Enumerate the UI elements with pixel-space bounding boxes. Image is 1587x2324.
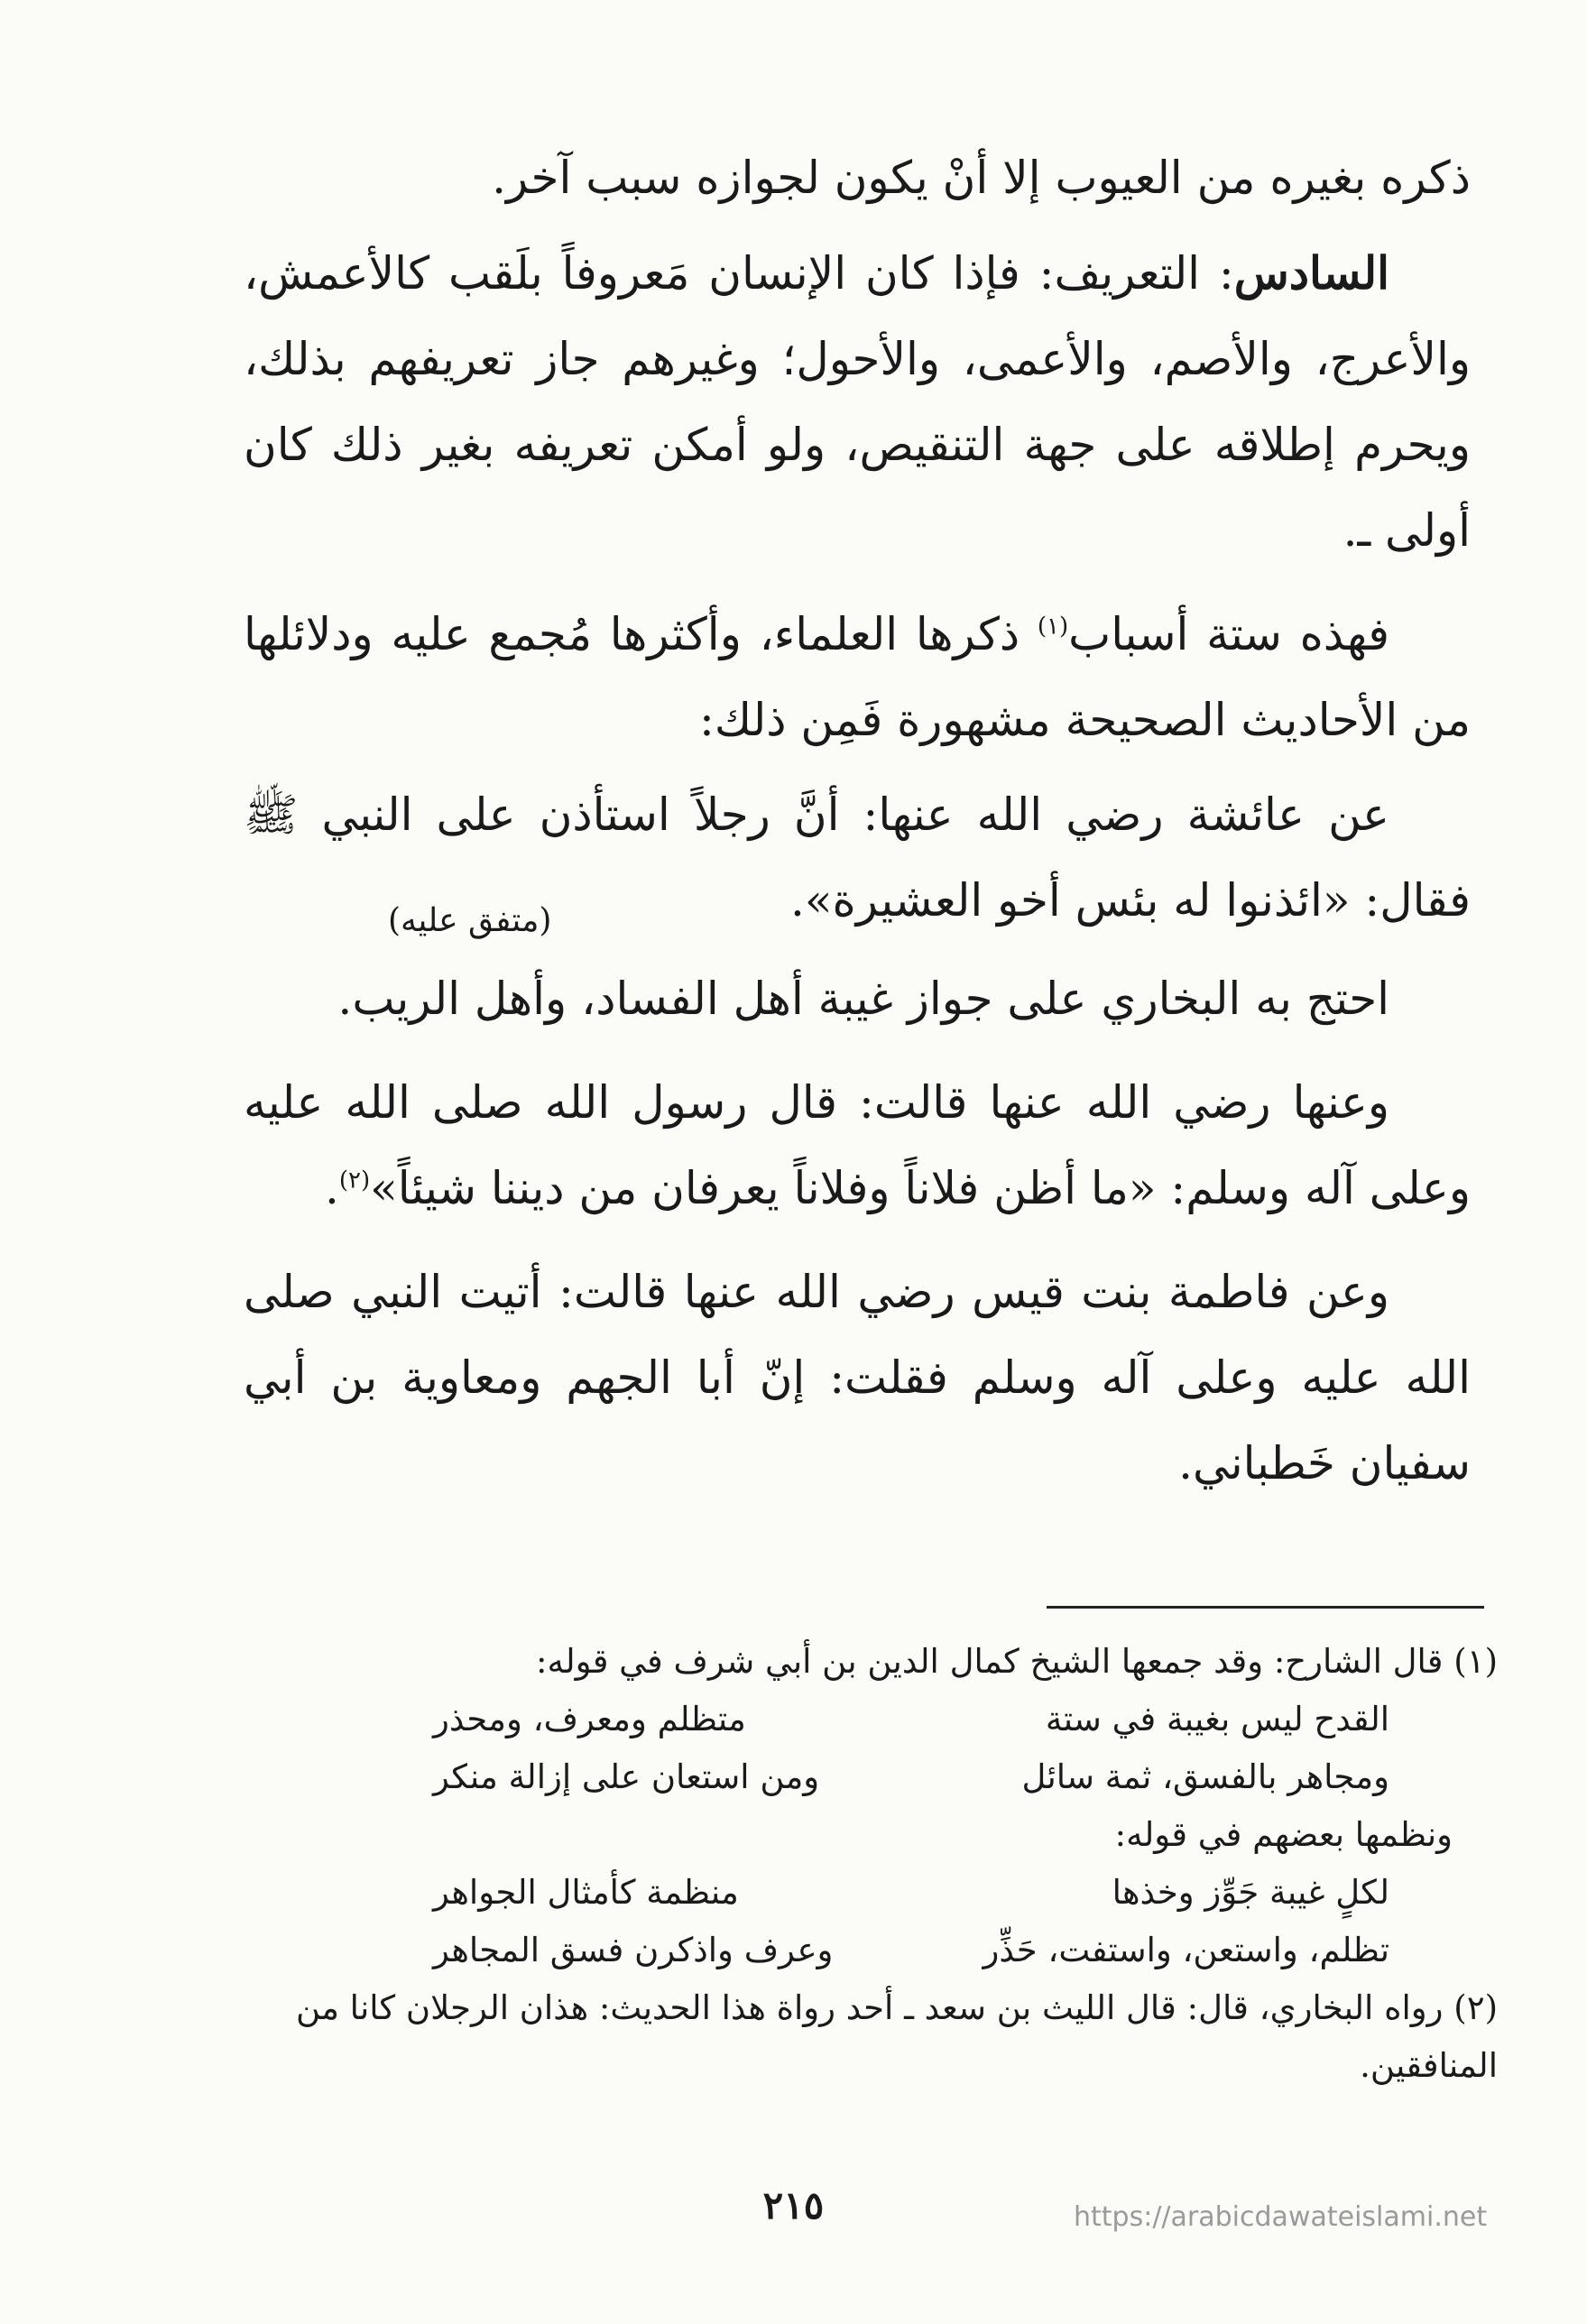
main-text-continued [244,956,1471,1507]
paragraph-6-end: . [324,1162,339,1214]
verse-line-1 [433,1691,1389,1748]
verse-2-left: ومن استعان على إزالة منكر [433,1757,820,1796]
hadith-attribution: (متفق عليه) [388,902,552,939]
paragraph-1: ذكره بغيره من العيوب إلا أنْ يكون لجوازه سبب آخر. [492,152,1471,204]
verse-line-4 [433,1922,1389,1979]
verse-line-2 [433,1748,1389,1806]
verse-4-right: تظلم، واستعن، واستفت، حَذِّر [983,1931,1389,1969]
page-number: ٢١٥ [762,2183,825,2227]
footnote-divider [1047,1606,1484,1609]
verse-1-right: القدح ليس بغيبة في ستة [1045,1700,1389,1738]
footnote-ref-2[interactable]: (٢) [338,1167,371,1194]
paragraph-4: عن عائشة رضي الله عنها: أنَّ رجلاً استأذن على النبي ﷺ فقال: «ائذنوا له بئس أخو العشيرة». [244,788,1471,927]
verse-3-right: لكلٍ غيبة جَوِّز وخذها [1112,1873,1389,1912]
verse-2-right: ومجاهر بالفسق، ثمة سائل [1021,1757,1389,1796]
footnote-1-intro: (١) قال الشارح: وقد جمعها الشيخ كمال الدين بن أبي شرف في قوله: [536,1642,1498,1681]
paragraph-6-text: وعنها رضي الله عنها قالت: قال رسول الله صلى الله عليه وعلى آله وسلم: «ما أظن فلاناً وفلاناً يعرفان من ديننا شيئاً» [244,1076,1471,1214]
paragraph-2 [244,230,1471,574]
verse-3-left: منظمة كأمثال الجواهر [433,1873,739,1912]
paragraph-7: وعن فاطمة بنت قيس رضي الله عنها قالت: أتيت النبي صلى الله عليه وعلى آله وسلم فقلت: إنّ أبا الجهم ومعاوية بن أبي سفيان خَطباني. [244,1266,1471,1489]
section-label: السادس [1233,246,1389,300]
paragraph-3 [244,592,1471,763]
paragraph-3-start: فهذه ستة أسباب [1068,608,1389,660]
footnote-1-mid: ونظمها بعضهم في قوله: [1114,1815,1453,1854]
paragraph-6 [244,1060,1471,1231]
main-text [244,135,1471,944]
verse-1-left: متظلم ومعرف، ومحذر [433,1700,746,1738]
paragraph-5: احتج به البخاري على جواز غيبة أهل الفساد، وأهل الريب. [337,973,1389,1025]
footnotes [262,1633,1498,2095]
watermark-url: https://arabicdawateislami.net [1074,2201,1488,2233]
paragraph-2-text: : التعريف: فإذا كان الإنسان مَعروفاً بلَقب كالأعمش، والأعرج، والأصم، والأعمى، والأحول؛ وغيرهم جاز تعريفهم بذلك، ويحرم إطلاقه على جهة التنقيص، ولو أمكن تعريفه بغير ذلك كان أولى ـ. [244,247,1471,557]
verse-4-left: وعرف واذكرن فسق المجاهر [433,1931,834,1969]
footnote-2: (٢) رواه البخاري، قال: قال الليث بن سعد ـ أحد رواة هذا الحديث: هذان الرجلان كانا من المنافقين. [295,1988,1498,2085]
verse-line-3 [433,1864,1389,1922]
paragraph-3-end: ذكرها العلماء، وأكثرها مُجمع عليه ودلائلها من الأحاديث الصحيحة مشهورة فَمِن ذلك: [244,608,1471,746]
footnote-ref-1[interactable]: (١) [1037,613,1069,641]
